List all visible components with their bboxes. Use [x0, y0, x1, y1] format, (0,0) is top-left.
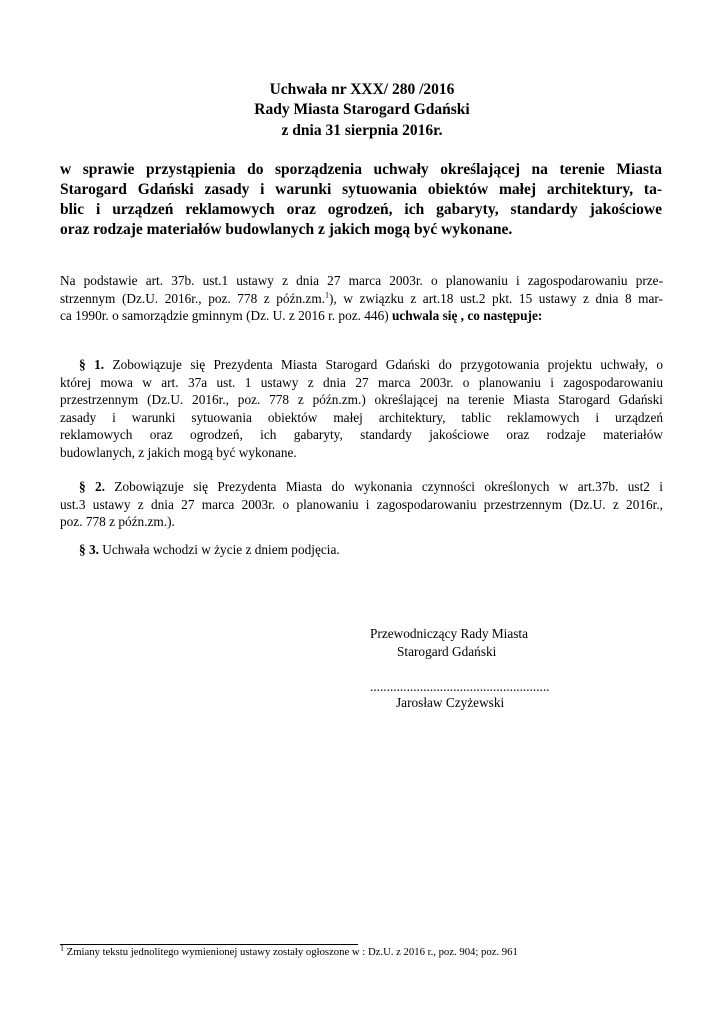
paragraph-line	[60, 307, 663, 325]
signatory-role: Przewodniczący Rady Miasta	[370, 626, 529, 641]
subject-line: oraz rodzaje materiałów budowlanych z jakich mogą być wykonane.	[60, 221, 513, 238]
paragraph-text: Zobowiązuje się Prezydenta Miasta do wykonania czynności określonych w art.37b. ust2 i	[105, 479, 663, 494]
paragraph-line: Na podstawie art. 37b. ust.1 ustawy z dnia 27 marca 2003r. o planowaniu i zagospodarowaniu prze-	[60, 273, 663, 288]
legal-basis-paragraph	[60, 272, 663, 325]
signatory-city: Starogard Gdański	[397, 644, 497, 659]
subject-line: Starogard Gdański zasady i warunki sytuowania obiektów małej architektury, ta-	[60, 181, 662, 198]
paragraph-line	[60, 356, 663, 374]
footnote-reference: 1	[325, 290, 329, 300]
section-mark: § 1.	[79, 357, 105, 372]
paragraph-text: ), w związku z art.18 ust.2 pkt. 15 ustawy z dnia 8 mar-	[329, 290, 663, 306]
paragraph-line: poz. 778 z późn.zm.).	[60, 514, 175, 529]
paragraph-text: ca 1990r. o samorządzie gminnym (Dz. U. z 2016 r. poz. 446)	[60, 308, 392, 323]
subject-line: blic i urządzeń reklamowych oraz ogrodzeń, ich gabaryty, standardy jakościowe	[60, 201, 662, 218]
paragraph-line	[60, 478, 663, 496]
signature-line: ......................................................	[370, 679, 550, 694]
paragraph-line	[60, 541, 663, 559]
resolution-date: z dnia 31 sierpnia 2016r.	[281, 122, 443, 139]
paragraph-line: budowlanych, z jakich mogą być wykonane.	[60, 444, 297, 460]
section-mark: § 2.	[79, 479, 106, 494]
footnote-number: 1	[60, 943, 64, 953]
paragraph-line: której mowa w art. 37a ust. 1 ustawy z dnia 27 marca 2003r. o planowaniu i zagospodarowaniu	[60, 374, 663, 390]
paragraph-line	[60, 290, 663, 308]
footnote-text: Zmiany tekstu jednolitego wymienionej ustawy zostały ogłoszone w : Dz.U. z 2016 r., poz. 904; poz. 961	[64, 946, 518, 958]
paragraph-line: reklamowych oraz ogrodzeń, ich gabaryty, standardy jakościowe oraz rodzaje materiałów	[60, 427, 663, 442]
paragraph-line: przestrzennym (Dz.U. 2016r., poz. 778 z późn.zm.) określającej na terenie Miasta Starogard Gdański	[60, 392, 663, 407]
section-2	[60, 478, 663, 531]
footnote	[60, 943, 518, 958]
section-mark: § 3.	[79, 542, 99, 557]
council-name: Rady Miasta Starogard Gdański	[254, 101, 470, 118]
resolution-subject	[60, 160, 662, 240]
paragraph-line: zasady i warunki sytuowania obiektów małej architektury, tablic reklamowych i urządzeń	[60, 409, 663, 425]
paragraph-text: Uchwała wchodzi w życie z dniem podjęcia.	[98, 542, 340, 557]
resolution-number: Uchwała nr XXX/ 280 /2016	[269, 81, 455, 98]
section-1	[60, 356, 663, 461]
signatory-name: Jarosław Czyżewski	[396, 695, 505, 710]
paragraph-line: ust.3 ustawy z dnia 27 marca 2003r. o planowaniu i zagospodarowaniu przestrzennym (Dz.U. z 2016r.,	[60, 496, 663, 512]
paragraph-text: Zobowiązuje się Prezydenta Miasta Starogard Gdański do przygotowania projektu uchwały, o	[104, 357, 663, 372]
section-3	[60, 541, 663, 559]
paragraph-text: strzennym (Dz.U. 2016r., poz. 778 z późn.zm.	[60, 290, 325, 306]
enacting-formula: uchwala się , co następuje:	[391, 308, 543, 323]
subject-line: w sprawie przystąpienia do sporządzenia uchwały określającej na terenie Miasta	[60, 161, 662, 178]
footnote-separator	[60, 944, 358, 945]
